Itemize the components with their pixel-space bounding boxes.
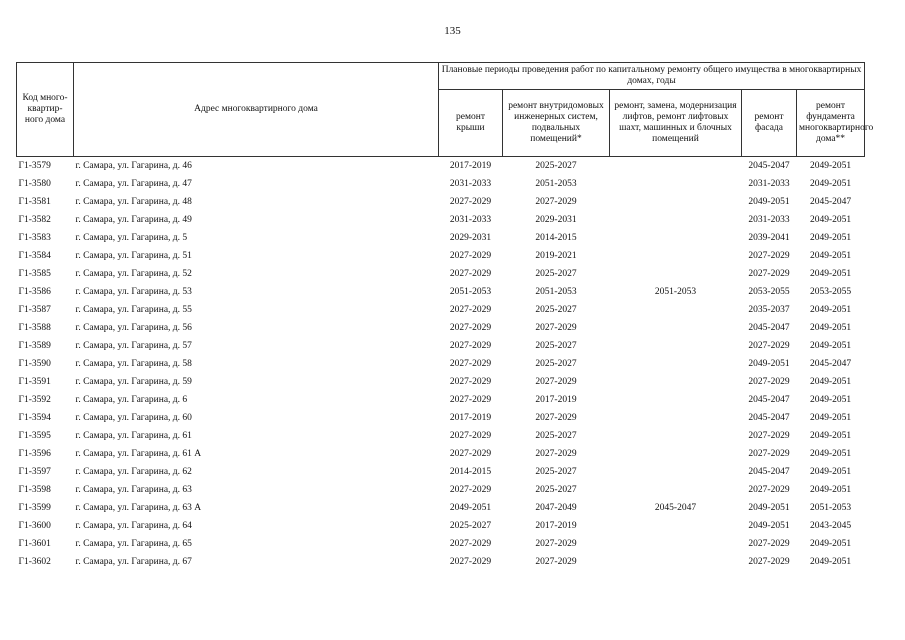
cell-engineering: 2029-2031 (535, 215, 577, 225)
cell-code: Г1-3602 (18, 557, 51, 567)
cell-code: Г1-3581 (18, 197, 51, 207)
cell-address: г. Самара, ул. Гагарина, д. 46 (75, 161, 192, 171)
cell-facade: 2031-2033 (748, 179, 790, 189)
cell-elevators (610, 553, 742, 571)
cell-address: г. Самара, ул. Гагарина, д. 61 (75, 431, 192, 441)
cell-elevators (610, 391, 742, 409)
cell-roof: 2027-2029 (449, 395, 492, 405)
cell-address: г. Самара, ул. Гагарина, д. 62 (75, 467, 192, 477)
table-row (17, 553, 865, 571)
cell-elevators (610, 175, 742, 193)
cell-facade: 2035-2037 (748, 305, 790, 315)
table-row (17, 481, 865, 499)
cell-address: г. Самара, ул. Гагарина, д. 61 А (75, 449, 202, 459)
cell-facade: 2049-2051 (748, 521, 790, 531)
cell-roof: 2027-2029 (449, 305, 492, 315)
cell-code: Г1-3594 (18, 413, 51, 423)
table-row (17, 247, 865, 265)
cell-roof: 2027-2029 (449, 377, 492, 387)
cell-engineering: 2019-2021 (535, 251, 577, 261)
cell-code: Г1-3596 (18, 449, 51, 459)
cell-foundation: 2049-2051 (809, 341, 852, 351)
cell-engineering: 2027-2029 (535, 539, 577, 549)
cell-elevators (610, 247, 742, 265)
cell-elevators (610, 481, 742, 499)
table-row (17, 175, 865, 193)
cell-address: г. Самара, ул. Гагарина, д. 51 (75, 251, 192, 261)
table-row (17, 319, 865, 337)
table-row (17, 229, 865, 247)
cell-engineering: 2014-2015 (535, 233, 577, 243)
cell-address: г. Самара, ул. Гагарина, д. 55 (75, 305, 192, 315)
cell-engineering: 2025-2027 (535, 305, 577, 315)
table-row (17, 283, 865, 301)
cell-engineering: 2047-2049 (535, 503, 577, 513)
cell-foundation: 2049-2051 (809, 539, 852, 549)
cell-code: Г1-3584 (18, 251, 51, 261)
cell-elevators: 2045-2047 (654, 503, 697, 513)
header-elevators: ремонт, замена, модернизация лифтов, ремонт лифтовых шахт, машинных и блочных помещений (610, 90, 742, 157)
header-facade: ремонт фасада (742, 90, 797, 157)
cell-foundation: 2049-2051 (809, 233, 852, 243)
cell-code: Г1-3599 (18, 503, 51, 513)
cell-elevators (610, 517, 742, 535)
cell-code: Г1-3582 (18, 215, 51, 225)
cell-engineering: 2025-2027 (535, 161, 577, 171)
cell-roof: 2017-2019 (449, 413, 492, 423)
cell-engineering: 2027-2029 (535, 323, 577, 333)
cell-elevators (610, 211, 742, 229)
cell-code: Г1-3587 (18, 305, 51, 315)
header-planned-periods: Плановые периоды проведения работ по капитальному ремонту общего имущества в многоквартирных домах, годы (439, 63, 865, 90)
cell-engineering: 2027-2029 (535, 557, 577, 567)
cell-address: г. Самара, ул. Гагарина, д. 65 (75, 539, 192, 549)
cell-roof: 2027-2029 (449, 539, 492, 549)
cell-address: г. Самара, ул. Гагарина, д. 56 (75, 323, 192, 333)
cell-roof: 2049-2051 (449, 503, 492, 513)
cell-facade: 2027-2029 (748, 377, 790, 387)
cell-roof: 2027-2029 (449, 359, 492, 369)
cell-foundation: 2049-2051 (809, 305, 852, 315)
cell-foundation: 2049-2051 (809, 413, 852, 423)
cell-facade: 2045-2047 (748, 161, 790, 171)
table-header (17, 63, 874, 157)
table-row (17, 265, 865, 283)
table-row (17, 499, 865, 517)
cell-facade: 2027-2029 (748, 431, 790, 441)
cell-foundation: 2049-2051 (809, 395, 852, 405)
header-code: Код много-квартир-ного дома (17, 63, 74, 157)
cell-address: г. Самара, ул. Гагарина, д. 52 (75, 269, 192, 279)
cell-foundation: 2049-2051 (809, 557, 852, 567)
table-row (17, 193, 865, 211)
cell-roof: 2014-2015 (449, 467, 492, 477)
cell-code: Г1-3585 (18, 269, 51, 279)
cell-address: г. Самара, ул. Гагарина, д. 58 (75, 359, 192, 369)
cell-facade: 2045-2047 (748, 413, 790, 423)
cell-address: г. Самара, ул. Гагарина, д. 67 (75, 557, 192, 567)
cell-facade: 2027-2029 (748, 269, 790, 279)
cell-foundation: 2051-2053 (809, 503, 852, 513)
cell-roof: 2031-2033 (449, 215, 492, 225)
cell-foundation: 2049-2051 (809, 251, 852, 261)
cell-foundation: 2043-2045 (809, 521, 852, 531)
cell-facade: 2027-2029 (748, 485, 790, 495)
cell-engineering: 2025-2027 (535, 269, 577, 279)
cell-roof: 2027-2029 (449, 557, 492, 567)
cell-address: г. Самара, ул. Гагарина, д. 59 (75, 377, 192, 387)
cell-code: Г1-3592 (18, 395, 51, 405)
cell-elevators (610, 535, 742, 553)
cell-engineering: 2027-2029 (535, 449, 577, 459)
cell-foundation: 2045-2047 (809, 359, 852, 369)
table-row (17, 535, 865, 553)
cell-elevators (610, 463, 742, 481)
cell-address: г. Самара, ул. Гагарина, д. 48 (75, 197, 192, 207)
cell-code: Г1-3598 (18, 485, 51, 495)
cell-facade: 2031-2033 (748, 215, 790, 225)
table-row (17, 157, 865, 176)
cell-code: Г1-3600 (18, 521, 51, 531)
cell-foundation: 2049-2051 (809, 449, 852, 459)
header-engineering: ремонт внутридомовых инженерных систем, подвальных помещений* (503, 90, 610, 157)
table-row (17, 445, 865, 463)
cell-foundation: 2045-2047 (809, 197, 852, 207)
cell-roof: 2027-2029 (449, 269, 492, 279)
cell-roof: 2025-2027 (449, 521, 492, 531)
cell-elevators (610, 265, 742, 283)
cell-facade: 2049-2051 (748, 197, 790, 207)
cell-address: г. Самара, ул. Гагарина, д. 57 (75, 341, 192, 351)
cell-engineering: 2025-2027 (535, 467, 577, 477)
cell-code: Г1-3601 (18, 539, 51, 549)
cell-facade: 2045-2047 (748, 467, 790, 477)
cell-foundation: 2049-2051 (809, 485, 852, 495)
cell-elevators (610, 157, 742, 176)
cell-engineering: 2025-2027 (535, 431, 577, 441)
cell-facade: 2027-2029 (748, 251, 790, 261)
cell-roof: 2027-2029 (449, 449, 492, 459)
header-address: Адрес многоквартирного дома (74, 63, 439, 157)
cell-address: г. Самара, ул. Гагарина, д. 5 (75, 233, 188, 243)
table-row (17, 463, 865, 481)
cell-code: Г1-3586 (18, 287, 51, 297)
page-number: 135 (444, 25, 461, 37)
cell-address: г. Самара, ул. Гагарина, д. 60 (75, 413, 192, 423)
cell-elevators (610, 301, 742, 319)
cell-engineering: 2017-2019 (535, 395, 577, 405)
cell-foundation: 2049-2051 (809, 269, 852, 279)
cell-facade: 2049-2051 (748, 359, 790, 369)
cell-facade: 2027-2029 (748, 449, 790, 459)
cell-code: Г1-3597 (18, 467, 51, 477)
cell-elevators (610, 337, 742, 355)
cell-elevators (610, 445, 742, 463)
table-row (17, 301, 865, 319)
cell-roof: 2017-2019 (449, 161, 492, 171)
cell-foundation: 2049-2051 (809, 377, 852, 387)
cell-address: г. Самара, ул. Гагарина, д. 63 (75, 485, 192, 495)
cell-facade: 2053-2055 (748, 287, 790, 297)
cell-engineering: 2051-2053 (535, 179, 577, 189)
cell-code: Г1-3591 (18, 377, 51, 387)
cell-elevators (610, 319, 742, 337)
cell-roof: 2027-2029 (449, 485, 492, 495)
table-row (17, 337, 865, 355)
cell-roof: 2051-2053 (449, 287, 492, 297)
cell-foundation: 2049-2051 (809, 431, 852, 441)
cell-roof: 2029-2031 (449, 233, 492, 243)
cell-code: Г1-3579 (18, 161, 51, 171)
table-row (17, 427, 865, 445)
cell-engineering: 2027-2029 (535, 413, 577, 423)
cell-roof: 2031-2033 (449, 179, 492, 189)
cell-address: г. Самара, ул. Гагарина, д. 63 А (75, 503, 202, 513)
table-row (17, 211, 865, 229)
cell-engineering: 2025-2027 (535, 359, 577, 369)
cell-facade: 2045-2047 (748, 395, 790, 405)
cell-facade: 2027-2029 (748, 557, 790, 567)
header-foundation: ремонт фундамента многоквартирного дома** (797, 90, 865, 157)
cell-elevators (610, 193, 742, 211)
cell-foundation: 2053-2055 (809, 287, 852, 297)
cell-foundation: 2049-2051 (809, 215, 852, 225)
cell-address: г. Самара, ул. Гагарина, д. 6 (75, 395, 188, 405)
cell-elevators (610, 427, 742, 445)
cell-foundation: 2049-2051 (809, 467, 852, 477)
cell-address: г. Самара, ул. Гагарина, д. 64 (75, 521, 192, 531)
cell-code: Г1-3588 (18, 323, 51, 333)
cell-elevators (610, 373, 742, 391)
header-roof: ремонт крыши (439, 90, 503, 157)
cell-elevators (610, 229, 742, 247)
cell-address: г. Самара, ул. Гагарина, д. 53 (75, 287, 192, 297)
cell-roof: 2027-2029 (449, 251, 492, 261)
cell-facade: 2039-2041 (748, 233, 790, 243)
cell-code: Г1-3589 (18, 341, 51, 351)
table-body (17, 157, 865, 572)
cell-engineering: 2027-2029 (535, 197, 577, 207)
cell-code: Г1-3595 (18, 431, 51, 441)
capital-repair-table (16, 62, 874, 571)
cell-roof: 2027-2029 (449, 431, 492, 441)
cell-elevators (610, 409, 742, 427)
cell-code: Г1-3590 (18, 359, 51, 369)
cell-engineering: 2051-2053 (535, 287, 577, 297)
table-row (17, 355, 865, 373)
table-row (17, 391, 865, 409)
table-row (17, 409, 865, 427)
cell-engineering: 2027-2029 (535, 377, 577, 387)
cell-foundation: 2049-2051 (809, 323, 852, 333)
cell-code: Г1-3583 (18, 233, 51, 243)
table-row (17, 373, 865, 391)
cell-foundation: 2049-2051 (809, 161, 852, 171)
table-row (17, 517, 865, 535)
cell-facade: 2045-2047 (748, 323, 790, 333)
cell-facade: 2049-2051 (748, 503, 790, 513)
cell-address: г. Самара, ул. Гагарина, д. 49 (75, 215, 192, 225)
cell-elevators: 2051-2053 (654, 287, 697, 297)
cell-roof: 2027-2029 (449, 341, 492, 351)
cell-address: г. Самара, ул. Гагарина, д. 47 (75, 179, 192, 189)
cell-elevators (610, 355, 742, 373)
cell-engineering: 2025-2027 (535, 485, 577, 495)
cell-engineering: 2017-2019 (535, 521, 577, 531)
cell-facade: 2027-2029 (748, 341, 790, 351)
cell-foundation: 2049-2051 (809, 179, 852, 189)
cell-roof: 2027-2029 (449, 323, 492, 333)
cell-roof: 2027-2029 (449, 197, 492, 207)
cell-facade: 2027-2029 (748, 539, 790, 549)
cell-engineering: 2025-2027 (535, 341, 577, 351)
cell-code: Г1-3580 (18, 179, 51, 189)
